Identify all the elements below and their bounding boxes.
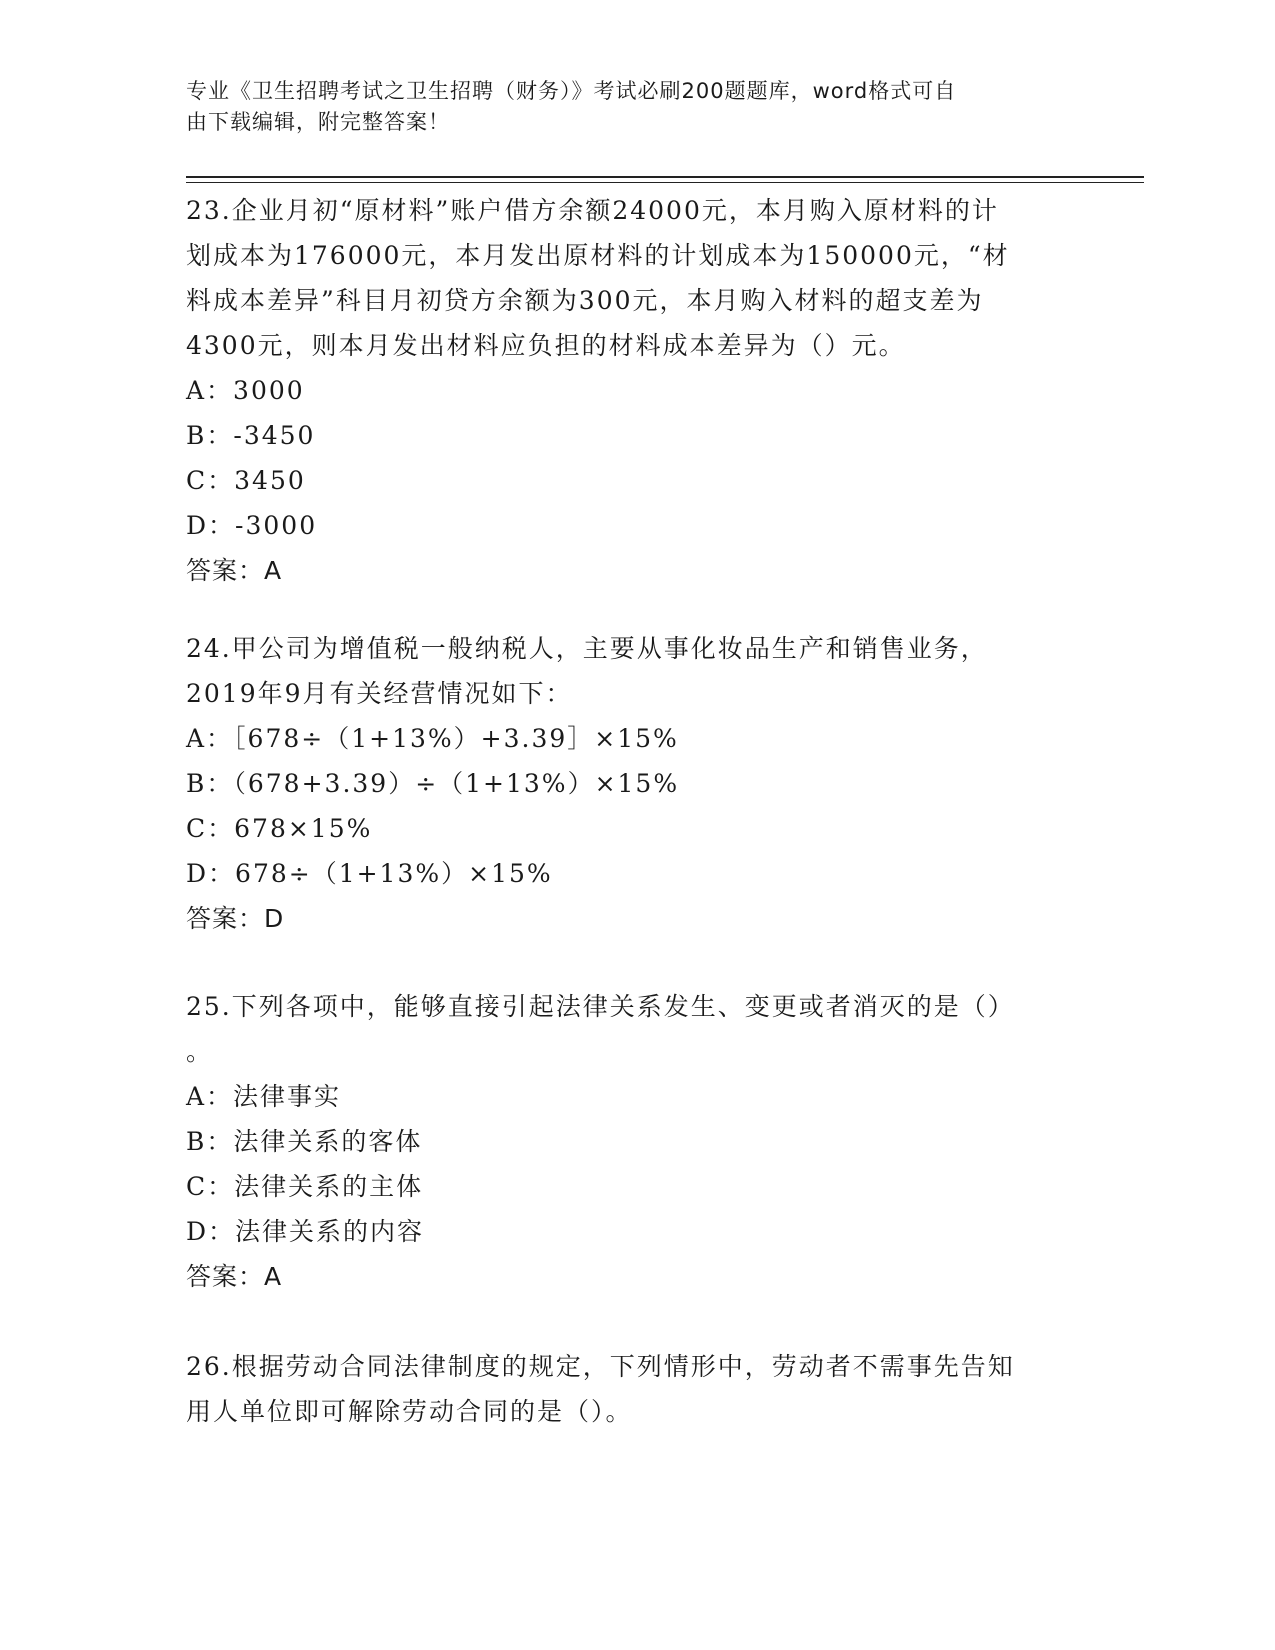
option-c: C：法律关系的主体	[186, 1172, 424, 1201]
option-d: D：-3000	[186, 511, 318, 540]
question-text-line: 26.根据劳动合同法律制度的规定，下列情形中，劳动者不需事先告知	[186, 1352, 1015, 1381]
option-c: C：3450	[186, 466, 306, 495]
question-text-line: 2019年9月有关经营情况如下：	[186, 679, 573, 708]
question-text-line: 。	[186, 1037, 214, 1066]
question-text-line: 料成本差异”科目月初贷方余额为300元，本月购入材料的超支差为	[186, 286, 984, 315]
header-rule-thin	[186, 182, 1144, 183]
header-rule-thick	[186, 176, 1144, 178]
option-a: A：［678÷（1+13%）+3.39］×15%	[186, 724, 679, 753]
option-b: B：-3450	[186, 421, 316, 450]
answer: 答案：D	[186, 904, 285, 933]
question-text-line: 4300元，则本月发出材料应负担的材料成本差异为（）元。	[186, 331, 906, 360]
header-line-2: 由下载编辑，附完整答案！	[186, 110, 450, 134]
header-line-1: 专业《卫生招聘考试之卫生招聘（财务）》考试必刷200题题库，word格式可自	[186, 79, 957, 103]
question-24	[186, 626, 1066, 941]
option-a: A：3000	[186, 376, 305, 405]
option-d: D：法律关系的内容	[186, 1217, 425, 1246]
option-b: B：法律关系的客体	[186, 1127, 423, 1156]
question-text-line: 24.甲公司为增值税一般纳税人，主要从事化妆品生产和销售业务，	[186, 634, 988, 663]
answer: 答案：A	[186, 1262, 283, 1291]
question-text-line: 划成本为176000元，本月发出原材料的计划成本为150000元，“材	[186, 241, 1010, 270]
question-text-line: 23.企业月初“原材料”账户借方余额24000元，本月购入原材料的计	[186, 196, 999, 225]
document-header	[186, 76, 1066, 138]
option-b: B：（678+3.39）÷（1+13%）×15%	[186, 769, 680, 798]
question-25	[186, 984, 1066, 1299]
answer: 答案：A	[186, 556, 283, 585]
question-26	[186, 1344, 1066, 1434]
question-23	[186, 188, 1066, 593]
option-c: C：678×15%	[186, 814, 373, 843]
option-a: A：法律事实	[186, 1082, 342, 1111]
question-text-line: 用人单位即可解除劳动合同的是（）。	[186, 1397, 633, 1426]
question-text-line: 25.下列各项中，能够直接引起法律关系发生、变更或者消灭的是（）	[186, 992, 1015, 1021]
option-d: D：678÷（1+13%）×15%	[186, 859, 553, 888]
